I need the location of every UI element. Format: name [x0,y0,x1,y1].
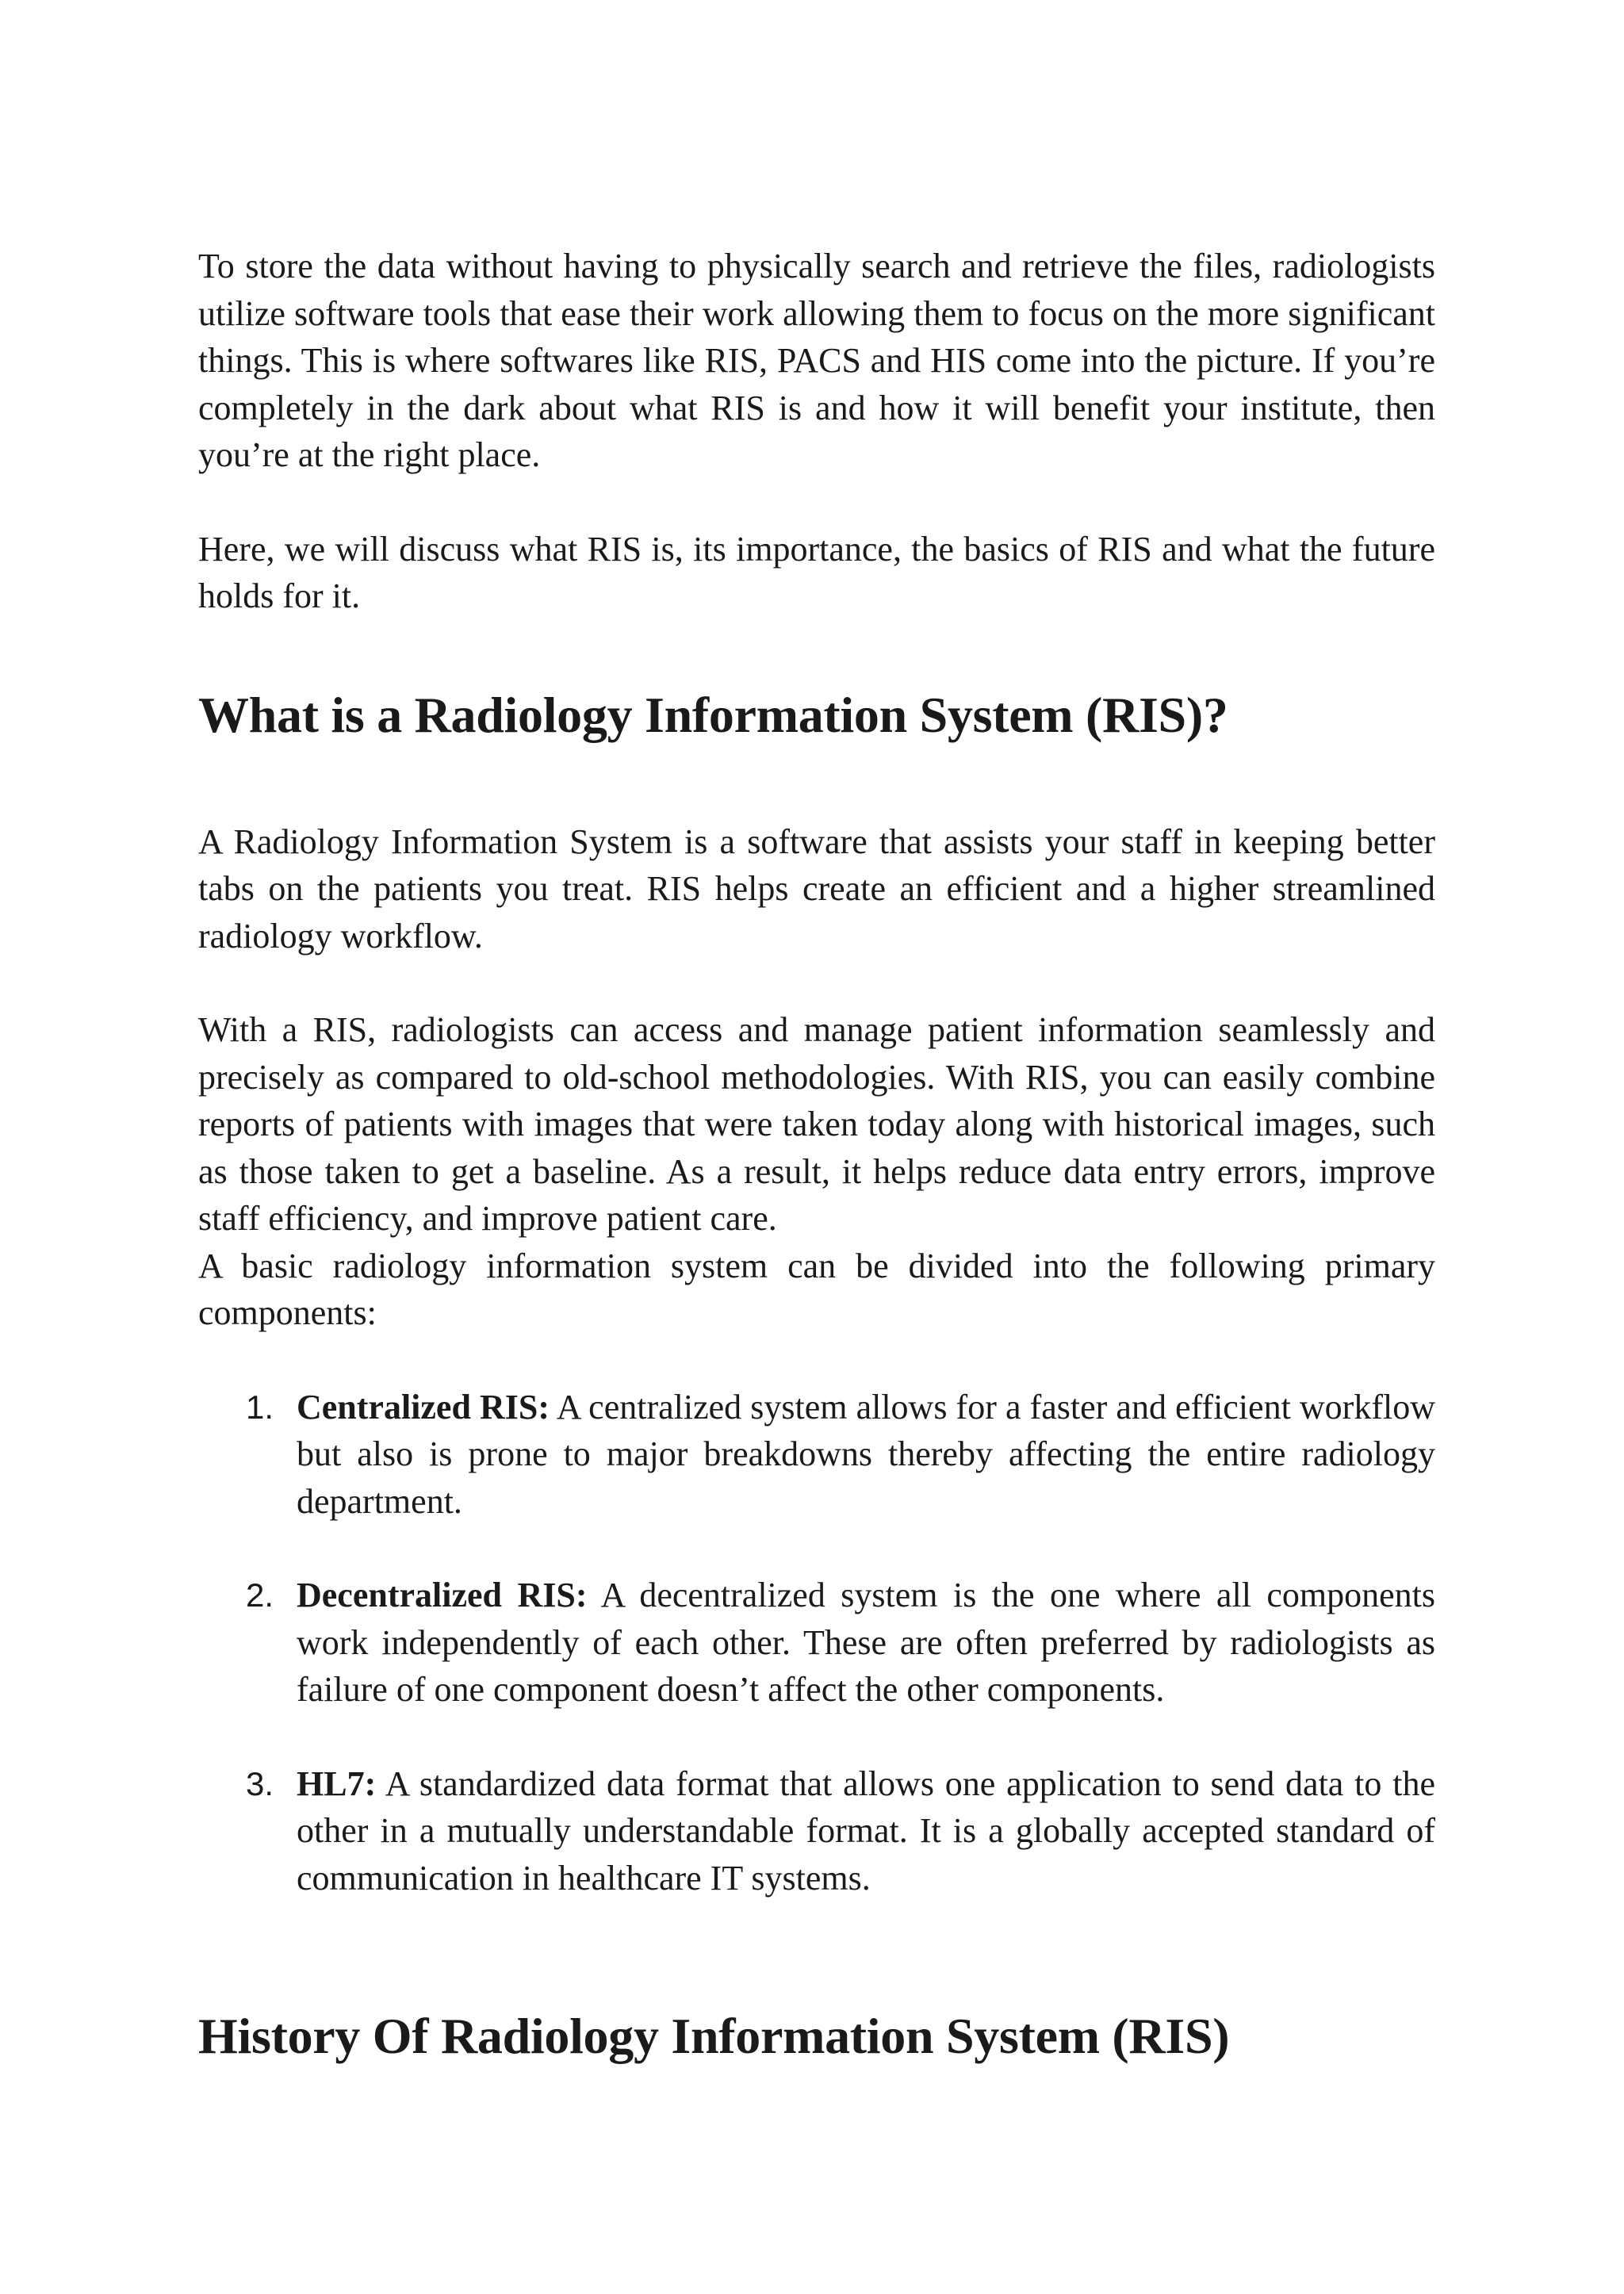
ris-definition-paragraph: A Radiology Information System is a software that assists your staff in keeping better tabs on the patients you treat. RIS helps create an efficient and a higher streamlined radiology workflow. [198,821,1435,956]
list-description: A decentralized system is the one where all components work independently of each other. These are often preferred by radiologists as failure of one component doesn’t affect the other components. [297,1576,1436,1709]
ris-components-intro: A basic radiology information system can be divided into the following primary components: [198,1246,1435,1332]
list-number: 2. [246,1576,274,1614]
intro-paragraph-1: To store the data without having to physically search and retrieve the files, radiologists utilize software tools that ease their work allowing them to focus on the more significant things. This is where softwares like RIS, PACS and HIS come into the picture. If you’re completely in the dark about what RIS is and how it will benefit your institute, then you’re at the right place. [198,247,1435,474]
list-number: 3. [246,1764,274,1802]
document-page [198,243,1435,2068]
list-description: A centralized system allows for a faster and efficient workflow but also is prone to major breakdowns thereby affecting the entire radiology department. [297,1387,1435,1521]
list-term: Centralized RIS: [297,1387,550,1427]
list-number: 1. [246,1388,274,1426]
intro-paragraph-2: Here, we will discuss what RIS is, its importance, the basics of RIS and what the future holds for it. [198,529,1435,615]
section-heading-what-is-ris: What is a Radiology Information System (RIS)? [198,686,1228,743]
list-term: Decentralized RIS: [297,1576,588,1614]
list-item-decentralized [198,1572,1435,1714]
list-item-centralized [198,1384,1435,1526]
section-heading-history: History Of Radiology Information System (RIS) [198,2008,1230,2064]
ris-benefits-paragraph: With a RIS, radiologists can access and manage patient information seamlessly and precisely as compared to old-school methodologies. With RIS, you can easily combine reports of patients with images that were taken today along with historical images, such as those taken to get a baseline. As a result, it helps reduce data entry errors, improve staff efficiency, and improve patient care. [198,1010,1435,1238]
components-list [198,1384,1435,1902]
list-description: A standardized data format that allows one application to send data to the other in a mutually understandable format. It is a globally accepted standard of communication in healthcare IT systems. [297,1764,1435,1898]
list-item-hl7 [198,1760,1435,1902]
list-term: HL7: [297,1764,377,1803]
